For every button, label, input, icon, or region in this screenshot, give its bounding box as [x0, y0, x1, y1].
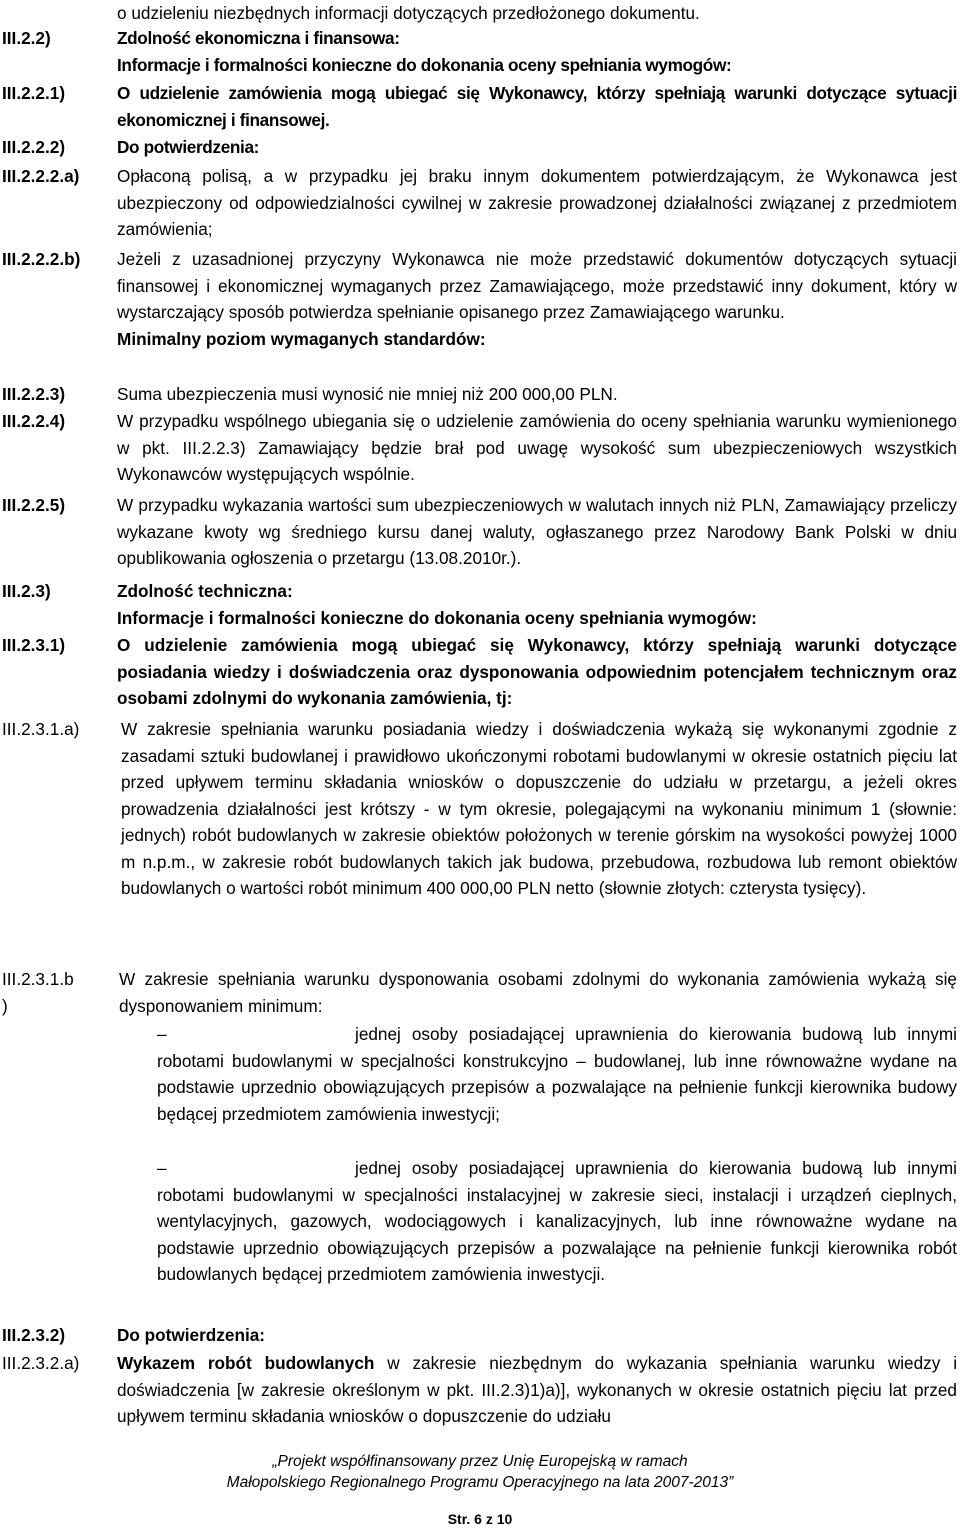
section-number: III.2.3.2.a): [2, 1353, 80, 1373]
paragraph-text: O udzielenie zamówienia mogą ubiegać się Wykonawcy, którzy spełniają warunki dotyczące posiadania wiedzy i doświadczenia oraz dysponowania odpowiednim potencjałem technicznym oraz osobami zdolnymi do wykonania zamówienia, tj:: [117, 635, 957, 708]
section-number: III.2.2.4): [2, 411, 66, 431]
section-number: III.2.3): [2, 581, 51, 601]
list-item-text: jednej osoby posiadającej uprawnienia do kierowania budową lub innymi robotami budowlanymi w specjalności konstrukcyjno – budowlanej, lub inne równoważne wydane na podstawie uprzednio obowiązujących przepisów a pozwalające na pełnienie funkcji kierownika budowy będącej przedmiotem zamówienia inwestycji;: [157, 1024, 957, 1124]
paragraph-text: Opłaconą polisą, a w przypadku jej braku innym dokumentem potwierdzającym, że Wykonawca jest ubezpieczony od odpowiedzialności cywilnej w zakresie prowadzonej działalności związanej z przedmiotem zamówienia;: [117, 166, 957, 239]
list-item-text: jednej osoby posiadającej uprawnienia do kierowania budową lub innymi robotami budowlanymi w specjalności instalacyjnej w zakresie sieci, instalacji i urządzeń cieplnych, wentylacyjnych, gazowych, wodociągowych i kanalizacyjnych, lub inne równoważne wydane na podstawie uprzednio obowiązujących przepisów a pozwalające na pełnienie funkcji kierownika robót budowlanych będącej przedmiotem zamówienia inwestycji.: [157, 1158, 957, 1284]
section-III-2-3: [0, 578, 960, 631]
dash-marker: –: [157, 1158, 167, 1178]
section-number: III.2.2.1): [2, 83, 66, 103]
section-III-2-2-2-b: [0, 246, 960, 352]
paragraph-text: W przypadku wykazania wartości sum ubezpieczeniowych w walutach innych niż PLN, Zamawiający przeliczy wykazane kwoty wg średniego kursu danej waluty, ogłaszanego przez Narodowy Bank Polski w dniu opublikowania ogłoszenia o przetargu (13.08.2010r.).: [117, 495, 957, 568]
section-III-2-3-1-a: [0, 716, 960, 902]
section-heading: Zdolność techniczna:: [117, 581, 293, 601]
section-III-2-3-1: [0, 632, 960, 712]
section-III-2-3-2: [0, 1322, 960, 1349]
section-number: III.2.3.1): [2, 635, 66, 655]
paragraph-text: O udzielenie zamówienia mogą ubiegać się Wykonawcy, którzy spełniają warunki dotyczące sytuacji ekonomicznej i finansowej.: [117, 83, 957, 130]
paragraph-text: Suma ubezpieczenia musi wynosić nie mniej niż 200 000,00 PLN.: [117, 384, 618, 404]
list-item: [0, 1155, 960, 1288]
section-number-suffix: ): [2, 995, 8, 1016]
section-number: III.2.3.1.b: [2, 969, 74, 989]
footer-funding-line-1: „Projekt współfinansowany przez Unię Europejską w ramach: [272, 1453, 688, 1470]
section-number: III.2.2.5): [2, 495, 66, 515]
section-number: III.2.2.3): [2, 384, 66, 404]
section-III-2-2-2: [0, 134, 960, 161]
section-III-2-2-3: [0, 381, 960, 408]
section-subheading: Informacje i formalności konieczne do dokonania oceny spełniania wymogów:: [117, 607, 757, 628]
paragraph-text: W zakresie spełniania warunku posiadania wiedzy i doświadczenia wykażą się wykonanymi zgodnie z zasadami sztuki budowlanej i prawidłowo ukończonymi robotami budowlanymi w okresie ostatnich pięciu lat przed upływem terminu składania wniosków o dopuszczenie do udziału w przetargu, a jeżeli okres prowadzenia działalności jest krótszy - w tym okresie, polegającymi na wykonaniu minimum 1 (słownie: jednych) robót budowlanych w zakresie obiektów położonych w terenie górskim na wysokości powyżej 1000 m n.p.m., w zakresie robót budowlanych takich jak budowa, przebudowa, rozbudowa lub remont obiektów budowlanych o wartości robót minimum 400 000,00 PLN netto (słownie złotych: czterysta tysięcy).: [121, 719, 957, 898]
section-III-2-3-2-a: [0, 1350, 960, 1430]
paragraph-text: o udzieleniu niezbędnych informacji dotyczących przedłożonego dokumentu.: [117, 3, 700, 23]
section-continuation: [0, 0, 960, 27]
paragraph-text: w zakresie niezbędnym do wykazania spełniania warunku wiedzy i doświadczenia [w zakresie określonym w pkt. III.2.3)1)a)], wykonanych w okresie ostatnich pięciu lat przed upływem terminu składania wniosków o dopuszczenie do udziału: [117, 1353, 958, 1426]
section-III-2-2-1: [0, 80, 960, 133]
section-subheading: Minimalny poziom wymaganych standardów:: [117, 328, 486, 349]
section-III-2-2-5: [0, 492, 960, 572]
emphasis-text: Wykazem robót budowlanych: [117, 1353, 375, 1373]
paragraph-text: W przypadku wspólnego ubiegania się o udzielenie zamówienia do oceny spełniania warunku wymienionego w pkt. III.2.2.3) Zamawiający będzie brał pod uwagę wysokość sum ubezpieczeniowych wszystkich Wykonawców występujących wspólnie.: [117, 411, 957, 484]
section-number: III.2.3.2): [2, 1325, 66, 1345]
dash-marker: –: [157, 1024, 167, 1044]
section-III-2-2-2-a: [0, 163, 960, 243]
section-heading: Do potwierdzenia:: [117, 137, 260, 157]
footer-funding-line-2: Małopolskiego Regionalnego Programu Operacyjnego na lata 2007-2013”: [226, 1474, 734, 1491]
section-number: III.2.2.2.a): [2, 166, 80, 186]
section-number: III.2.2): [2, 28, 51, 48]
paragraph-text: W zakresie spełniania warunku dysponowania osobami zdolnymi do wykonania zamówienia wykażą się dysponowaniem minimum:: [119, 969, 957, 1016]
section-subheading: Informacje i formalności konieczne do dokonania oceny spełniania wymogów:: [117, 54, 732, 75]
list-item: [0, 1021, 960, 1127]
section-III-2-2-4: [0, 408, 960, 488]
paragraph-text: Jeżeli z uzasadnionej przyczyny Wykonawca nie może przedstawić dokumentów dotyczących sytuacji finansowej i ekonomicznej wymaganych przez Zamawiającego, może przedstawić inny dokument, który w wystarczający sposób potwierdza spełnianie opisanego przez Zamawiającego warunku.: [117, 249, 957, 322]
section-III-2-3-1-b: [0, 966, 960, 1019]
section-number: III.2.2.2.b): [2, 249, 81, 269]
section-heading: Do potwierdzenia:: [117, 1325, 266, 1345]
section-heading: Zdolność ekonomiczna i finansowa:: [117, 28, 400, 48]
section-III-2-2: [0, 25, 960, 78]
section-number: III.2.2.2): [2, 137, 66, 157]
section-number: III.2.3.1.a): [2, 719, 80, 739]
page-number: Str. 6 z 10: [447, 1511, 513, 1527]
